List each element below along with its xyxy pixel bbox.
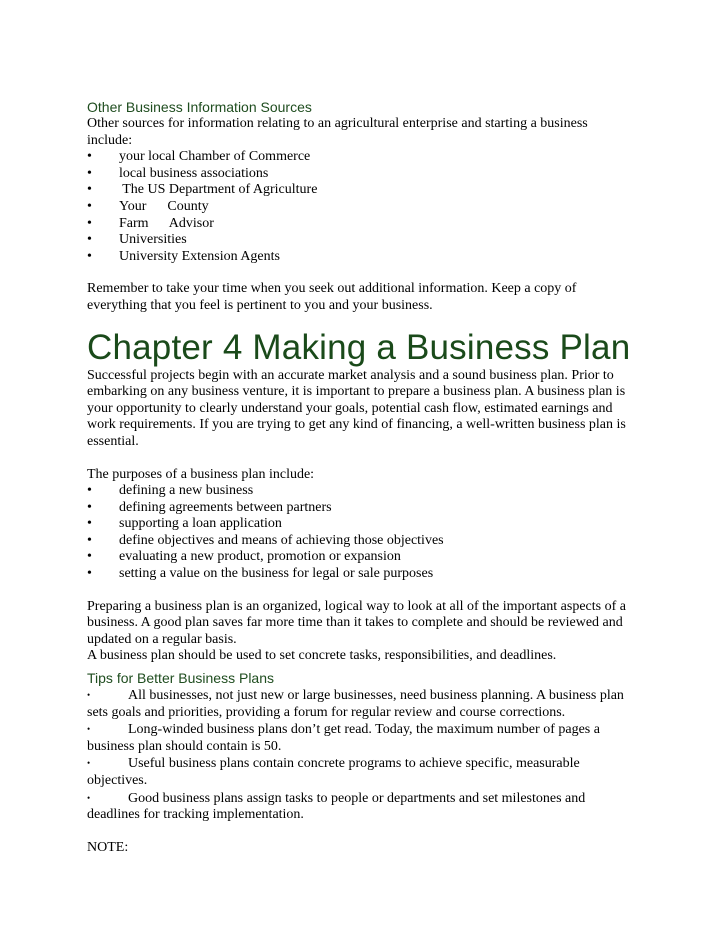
chapter-intro-line: essential.	[87, 433, 139, 449]
list-item-text: Farm Advisor	[119, 215, 214, 231]
list-item-text: evaluating a new product, promotion or expansion	[119, 549, 401, 565]
list-item	[87, 149, 647, 166]
purposes-list	[87, 483, 647, 583]
bullet-icon: •	[87, 792, 91, 803]
list-item	[87, 566, 647, 583]
bullet-icon: •	[87, 690, 91, 701]
list-item	[87, 500, 647, 517]
purposes-intro: The purposes of a business plan include:	[87, 466, 315, 482]
preparing-paragraph-line: updated on a regular basis.	[87, 631, 237, 647]
list-item	[87, 790, 647, 824]
list-item-text: Universities	[119, 232, 187, 248]
list-item	[87, 232, 647, 249]
bullet-icon: •	[87, 758, 91, 769]
section-heading-tips: Tips for Better Business Plans	[87, 670, 275, 687]
bullet-icon: •	[87, 483, 92, 499]
list-item-text: supporting a loan application	[119, 516, 282, 532]
tip-line: objectives.	[87, 773, 148, 788]
list-item-text: Your County	[119, 198, 209, 214]
list-item	[87, 483, 647, 500]
bullet-icon: •	[87, 499, 92, 515]
spacer	[87, 265, 647, 281]
note-label: NOTE:	[87, 839, 129, 855]
preparing-paragraph-line: business. A good plan saves far more time than it takes to complete and should be reviewed and	[87, 615, 623, 631]
list-item-text: The US Department of Agriculture	[119, 182, 318, 198]
list-item-text: setting a value on the business for legal or sale purposes	[119, 566, 434, 582]
bullet-icon: •	[87, 182, 92, 198]
preparing-paragraph-line: Preparing a business plan is an organized, logical way to look at all of the important aspects of a	[87, 598, 626, 614]
list-item	[87, 687, 647, 721]
list-item	[87, 166, 647, 183]
spacer	[87, 824, 647, 840]
list-item	[87, 721, 647, 755]
list-item-text: defining a new business	[119, 483, 254, 499]
bullet-icon: •	[87, 516, 92, 532]
list-item-text: your local Chamber of Commerce	[119, 149, 311, 165]
tips-list	[87, 687, 647, 824]
list-item	[87, 249, 647, 266]
info-sources-intro-line: Other sources for information relating to an agricultural enterprise and starting a business	[87, 116, 588, 131]
list-item-text: local business associations	[119, 165, 269, 181]
bullet-icon: •	[87, 198, 92, 214]
list-item-text: define objectives and means of achieving those objectives	[119, 532, 444, 548]
bullet-icon: •	[87, 549, 92, 565]
tip-line: business plan should contain is 50.	[87, 738, 282, 754]
list-item-text: defining agreements between partners	[119, 499, 332, 515]
chapter-intro-line: Successful projects begin with an accurate market analysis and a sound business plan. Prior to	[87, 367, 614, 383]
tip-line: deadlines for tracking implementation.	[87, 807, 304, 823]
info-sources-list	[87, 149, 647, 265]
list-item	[87, 533, 647, 550]
bullet-icon: •	[87, 232, 92, 248]
bullet-icon: •	[87, 532, 92, 548]
list-item	[87, 199, 647, 216]
bullet-icon: •	[87, 215, 92, 231]
bullet-icon: •	[87, 566, 92, 582]
tip-line: Good business plans assign tasks to people or departments and set milestones and	[128, 790, 586, 806]
spacer	[87, 583, 647, 599]
tip-line: All businesses, not just new or large businesses, need business planning. A business plan	[128, 688, 624, 704]
chapter-title: Chapter 4 Making a Business Plan	[87, 327, 631, 367]
list-item	[87, 755, 647, 789]
bullet-icon: •	[87, 165, 92, 181]
tip-line: Long-winded business plans don’t get read. Today, the maximum number of pages a	[128, 722, 600, 738]
bullet-icon: •	[87, 724, 91, 735]
list-item	[87, 182, 647, 199]
bullet-icon: •	[87, 149, 92, 165]
chapter-intro-line: work requirements. If you are trying to get any kind of financing, a well-written business plan is	[87, 417, 626, 433]
preparing-paragraph-line: A business plan should be used to set concrete tasks, responsibilities, and deadlines.	[87, 648, 557, 664]
chapter-intro-line: embarking on any business venture, it is important to prepare a business plan. A business plan is	[87, 384, 626, 400]
chapter-intro-line: your opportunity to clearly understand your goals, potential cash flow, estimated earnings and	[87, 400, 613, 416]
section-heading-info-sources: Other Business Information Sources	[87, 99, 312, 115]
bullet-icon: •	[87, 248, 92, 264]
tip-line: sets goals and priorities, providing a forum for regular review and course corrections.	[87, 704, 566, 720]
remember-paragraph-line: everything that you feel is pertinent to you and your business.	[87, 297, 433, 313]
list-item	[87, 549, 647, 566]
tip-line: Useful business plans contain concrete programs to achieve specific, measurable	[128, 756, 580, 772]
page-content	[87, 98, 647, 856]
list-item	[87, 516, 647, 533]
list-item	[87, 216, 647, 233]
list-item-text: University Extension Agents	[119, 248, 280, 264]
spacer	[87, 451, 647, 467]
remember-paragraph-line: Remember to take your time when you seek out additional information. Keep a copy of	[87, 281, 577, 297]
info-sources-intro-line: include:	[87, 132, 133, 148]
